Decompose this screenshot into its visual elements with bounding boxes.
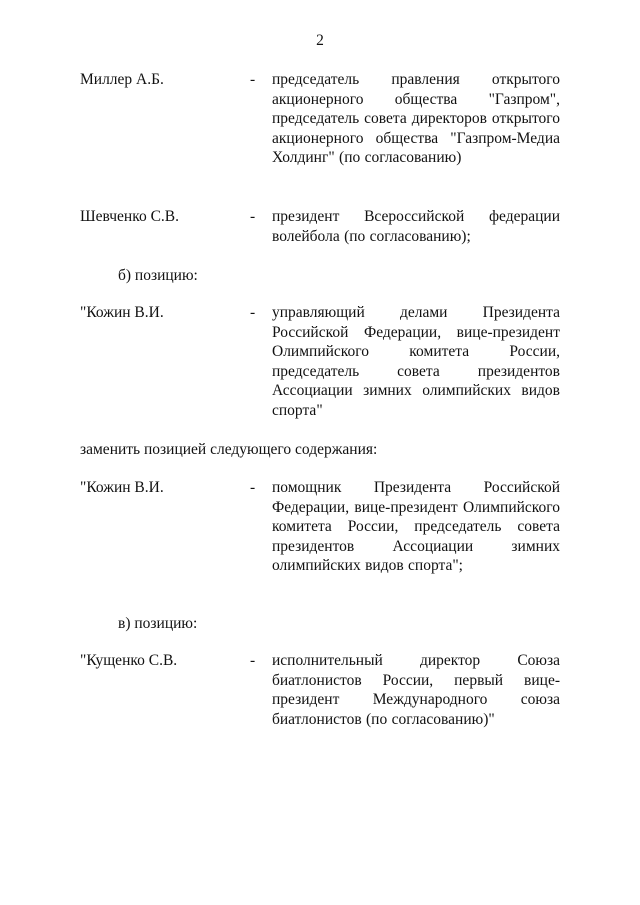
label-replace-with: заменить позицией следующего содержания: [80, 441, 378, 458]
entry-name: Миллер А.Б. [80, 71, 164, 88]
label-position-v: в) позицию: [118, 615, 198, 632]
entry-name: "Кущенко С.В. [80, 652, 178, 669]
entry-name: "Кожин В.И. [80, 304, 164, 321]
entry-dash: - [250, 304, 256, 321]
entry-dash: - [250, 479, 256, 496]
page-number: 2 [316, 32, 324, 49]
entry-description: управляющий делами Президента Российской Федерации, вице-президент Олимпийского комитета России, председатель совета президентов Ассоциации зимних олимпийских видов спорта" [272, 304, 560, 419]
entry-name: Шевченко С.В. [80, 208, 180, 225]
entry-dash: - [250, 208, 256, 225]
entry-name: "Кожин В.И. [80, 479, 164, 496]
entry-dash: - [250, 652, 256, 669]
entry-description: президент Всероссийской федерации волейбола (по согласованию); [272, 208, 560, 245]
entry-description: председатель правления открытого акционерного общества "Газпром", председатель совета директоров открытого акционерного общества "Газпром-Медиа Холдинг" (по согласованию) [272, 71, 560, 167]
entry-description: исполнительный директор Союза биатлонистов России, первый вице-президент Международного союза биатлонистов (по согласованию)" [272, 652, 560, 728]
entry-description: помощник Президента Российской Федерации, вице-президент Олимпийского комитета России, председатель совета президентов Ассоциации зимних олимпийских видов спорта"; [272, 479, 560, 575]
entry-dash: - [250, 71, 256, 88]
label-position-b: б) позицию: [118, 267, 198, 284]
